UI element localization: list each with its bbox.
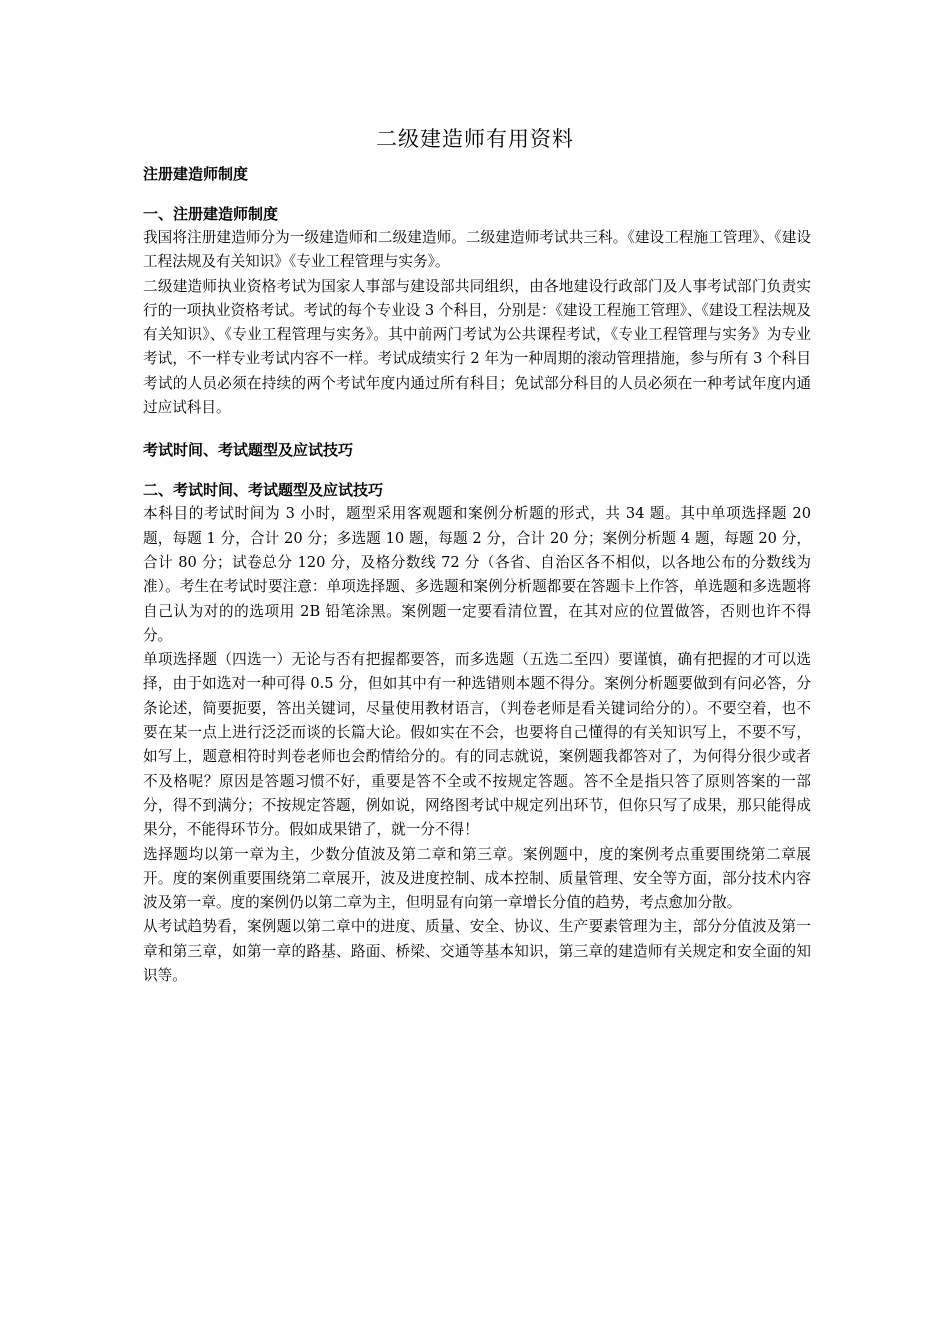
paragraph-registration-2: 二级建造师执业资格考试为国家人事部与建设部共同组织，由各地建设行政部门及人事考试部门负责实行的一项执业资格考试。考试的每个专业设 3 个科目，分别是：《建设工程施工管理》、《建设工程法规及有关知识》、《专业工程管理与实务》。其中前两门考试为公共课程考试，《专业工程管理与实务》为专业考试，不一样专业考试内容不一样。考试成绩实行 2 年为一种周期的滚动管理措施，参与所有 3 个科目考试的人员必须在持续的两个考试年度内通过所有科目；免试部分科目的人员必须在一种考试年度内通过应试科目。 (143, 277, 811, 417)
paragraph-exam-2: 单项选择题（四选一）无论与否有把握都要答，而多选题（五选二至四）要谨慎，确有把握的才可以选择，由于如选对一种可得 0.5 分，但如其中有一种选错则本题不得分。案例分析题要做到有问必答，分条论述，简要扼要，答出关键词，尽量使用教材语言，（判卷老师是看关键词给分的）。不要空着，也不要在某一点上进行泛泛而谈的长篇大论。假如实在不会，也要将自己懂得的有关知识写上，不要不写，如写上，题意相符时判卷老师也会酌情给分的。有的同志就说，案例题我都答对了，为何得分很少或者不及格呢？原因是答题习惯不好，重要是答不全或不按规定答题。答不全是指只答了原则答案的一部分，得不到满分；不按规定答题，例如说，网络图考试中规定列出环节，但你只写了成果，那只能得成果分，不能得环节分。假如成果错了，就一分不得！ (143, 651, 811, 839)
section-heading-exam: 二、考试时间、考试题型及应试技巧 (143, 481, 384, 500)
paragraph-registration-1: 我国将注册建造师分为一级建造师和二级建造师。二级建造师考试共三科。《建设工程施工管理》、《建设工程法规及有关知识》《专业工程管理与实务》。 (143, 229, 811, 271)
paragraph-exam-3: 选择题均以第一章为主，少数分值波及第二章和第三章。案例题中，度的案例考点重要围绕第二章展开。度的案例重要围绕第二章展开，波及进度控制、成本控制、质量管理、安全等方面，部分技术内容波及第一章。度的案例仍以第二章为主，但明显有向第一章增长分值的趋势，考点愈加分散。 (143, 845, 811, 912)
paragraph-exam-4: 从考试趋势看，案例题以第二章中的进度、质量、安全、协议、生产要素管理为主，部分分值波及第一章和第三章，如第一章的路基、路面、桥梁、交通等基本知识，第三章的建造师有关规定和安全面的知识等。 (143, 918, 811, 985)
section-label-registration: 注册建造师制度 (143, 165, 249, 183)
document-body (143, 160, 811, 988)
document-title: 二级建造师有用资料 (376, 127, 574, 151)
section-heading-registration: 一、注册建造师制度 (143, 205, 279, 223)
paragraph-exam-1: 本科目的考试时间为 3 小时，题型采用客观题和案例分析题的形式，共 34 题。其中单项选择题 20 题，每题 1 分，合计 20 分；多选题 10 题，每题 2 分，合计 20 分；案例分析题 4 题，每题 20 分，合计 80 分；试卷总分 120 分，及格分数线 72 分（各省、自治区各不相似，以各地公布的分数线为准）。考生在考试时要注意：单项选择题、多选题和案例分析题都要在答题卡上作答，单选题和多选题将自己认为对的的选项用 2B 铅笔涂黑。案例题一定要看清位置，在其对应的位置做答，否则也许不得分。 (143, 505, 811, 644)
section-label-exam: 考试时间、考试题型及应试技巧 (143, 441, 354, 460)
